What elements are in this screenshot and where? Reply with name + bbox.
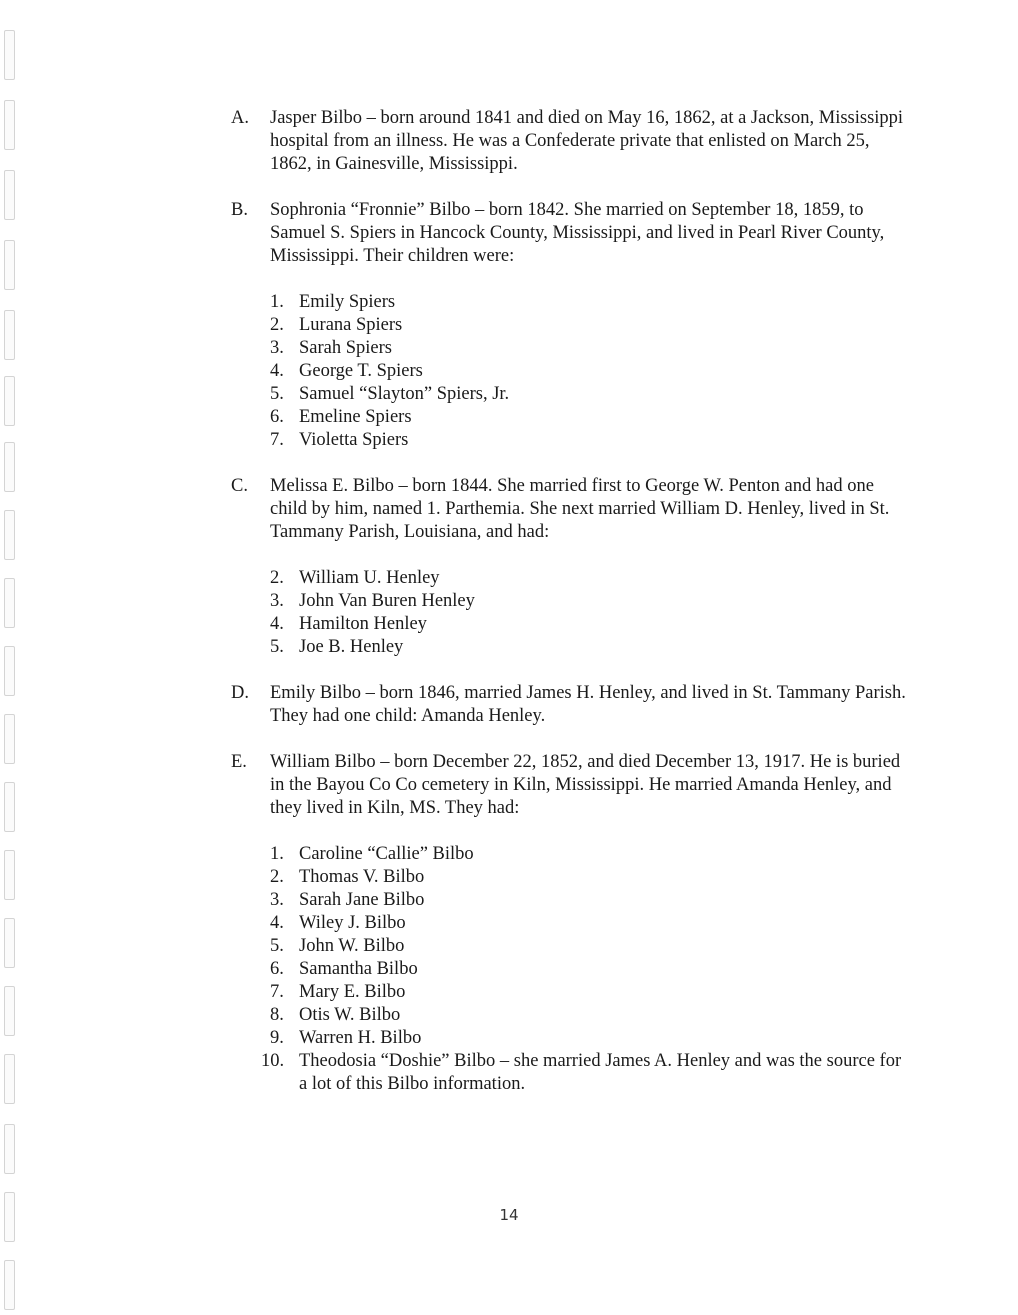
child-name: Emeline Spiers: [299, 407, 412, 427]
child-number: 10.: [261, 1051, 285, 1071]
child-name: Caroline “Callie” Bilbo: [299, 844, 474, 864]
binder-hole: [4, 578, 15, 628]
entry-letter: B.: [231, 200, 248, 220]
child-item: [270, 314, 911, 337]
child-item: [270, 1004, 911, 1027]
child-item: [270, 958, 911, 981]
child-number: 7.: [270, 982, 284, 1002]
child-name: Wiley J. Bilbo: [299, 913, 406, 933]
child-name: Samantha Bilbo: [299, 959, 418, 979]
binder-hole: [4, 782, 15, 832]
entry-text: William Bilbo – born December 22, 1852, and died December 13, 1917. He is buried in the Bayou Co Co cemetery in Kiln, Mississippi. He married Amanda Henley, and they lived in Kiln, MS. They had:: [270, 752, 901, 818]
child-number: 8.: [270, 1005, 284, 1025]
binder-hole: [4, 100, 15, 150]
child-name: Otis W. Bilbo: [299, 1005, 401, 1025]
binder-hole: [4, 918, 15, 968]
child-name: William U. Henley: [299, 568, 440, 588]
child-number: 9.: [270, 1028, 284, 1048]
family-entry: [231, 107, 911, 176]
entry-text: Melissa E. Bilbo – born 1844. She married first to George W. Penton and had one child by him, named 1. Parthemia. She next married William D. Henley, lived in St. Tammany Parish, Louisiana, and had:: [270, 476, 890, 542]
child-number: 5.: [270, 637, 284, 657]
binder-hole: [4, 510, 15, 560]
entry-text: Emily Bilbo – born 1846, married James H. Henley, and lived in St. Tammany Parish. They had one child: Amanda Henley.: [270, 683, 906, 726]
binder-hole: [4, 1124, 15, 1174]
family-entry: [231, 475, 911, 659]
entry-letter: C.: [231, 476, 248, 496]
child-item: [270, 935, 911, 958]
child-name: Mary E. Bilbo: [299, 982, 406, 1002]
child-number: 1.: [270, 844, 284, 864]
binder-hole: [4, 240, 15, 290]
child-number: 2.: [270, 867, 284, 887]
binder-hole: [4, 376, 15, 426]
child-number: 5.: [270, 384, 284, 404]
child-name: Emily Spiers: [299, 292, 396, 312]
child-item: [270, 383, 911, 406]
child-item: [270, 866, 911, 889]
child-item: [270, 843, 911, 866]
binder-hole: [4, 850, 15, 900]
child-number: 4.: [270, 913, 284, 933]
child-name: Lurana Spiers: [299, 315, 403, 335]
child-name: Sarah Spiers: [299, 338, 392, 358]
entry-text: Jasper Bilbo – born around 1841 and died on May 16, 1862, at a Jackson, Mississippi hospital from an illness. He was a Confederate private that enlisted on March 25, 1862, in Gainesville, Mississippi.: [270, 108, 904, 174]
binder-hole: [4, 170, 15, 220]
child-item: [270, 590, 911, 613]
binder-hole: [4, 1260, 15, 1310]
child-name: John W. Bilbo: [299, 936, 405, 956]
binder-hole: [4, 1054, 15, 1104]
children-list: [270, 567, 911, 659]
binder-hole: [4, 646, 15, 696]
child-number: 3.: [270, 338, 284, 358]
child-item: [270, 567, 911, 590]
child-item: [270, 981, 911, 1004]
child-name: John Van Buren Henley: [299, 591, 475, 611]
child-name: Hamilton Henley: [299, 614, 427, 634]
family-entry: [231, 682, 911, 728]
child-name: George T. Spiers: [299, 361, 423, 381]
child-item: [270, 889, 911, 912]
child-name: Sarah Jane Bilbo: [299, 890, 425, 910]
child-item: [270, 636, 911, 659]
child-item: [270, 912, 911, 935]
child-number: 3.: [270, 890, 284, 910]
child-name: Samuel “Slayton” Spiers, Jr.: [299, 384, 510, 404]
child-item: [270, 429, 911, 452]
children-list: [261, 843, 911, 1096]
child-item: [270, 360, 911, 383]
child-number: 6.: [270, 407, 284, 427]
binder-hole: [4, 30, 15, 80]
binder-hole: [4, 442, 15, 492]
entry-letter: D.: [231, 683, 249, 703]
binder-hole-strip: [4, 30, 16, 1310]
child-item: [270, 406, 911, 429]
child-item: [261, 1050, 911, 1096]
child-name: Warren H. Bilbo: [299, 1028, 422, 1048]
child-item: [270, 1027, 911, 1050]
child-number: 2.: [270, 315, 284, 335]
child-number: 5.: [270, 936, 284, 956]
document-body: [231, 107, 911, 1119]
child-name: Theodosia “Doshie” Bilbo – she married James A. Henley and was the source for a lot of this Bilbo information.: [299, 1051, 902, 1094]
children-list: [270, 291, 911, 452]
family-entry: [231, 751, 911, 1096]
child-name: Thomas V. Bilbo: [299, 867, 425, 887]
child-name: Joe B. Henley: [299, 637, 404, 657]
child-number: 7.: [270, 430, 284, 450]
page-number: 14: [499, 1206, 519, 1224]
child-number: 1.: [270, 292, 284, 312]
binder-hole: [4, 310, 15, 360]
child-number: 4.: [270, 361, 284, 381]
child-number: 2.: [270, 568, 284, 588]
family-entry: [231, 199, 911, 452]
child-number: 3.: [270, 591, 284, 611]
entry-letter: A.: [231, 108, 249, 128]
child-number: 6.: [270, 959, 284, 979]
child-item: [270, 337, 911, 360]
entry-text: Sophronia “Fronnie” Bilbo – born 1842. She married on September 18, 1859, to Samuel S. Spiers in Hancock County, Mississippi, and lived in Pearl River County, Mississippi. Their children were:: [270, 200, 885, 266]
child-item: [270, 613, 911, 636]
child-name: Violetta Spiers: [299, 430, 409, 450]
child-item: [270, 291, 911, 314]
entry-letter: E.: [231, 752, 247, 772]
binder-hole: [4, 714, 15, 764]
child-number: 4.: [270, 614, 284, 634]
binder-hole: [4, 986, 15, 1036]
